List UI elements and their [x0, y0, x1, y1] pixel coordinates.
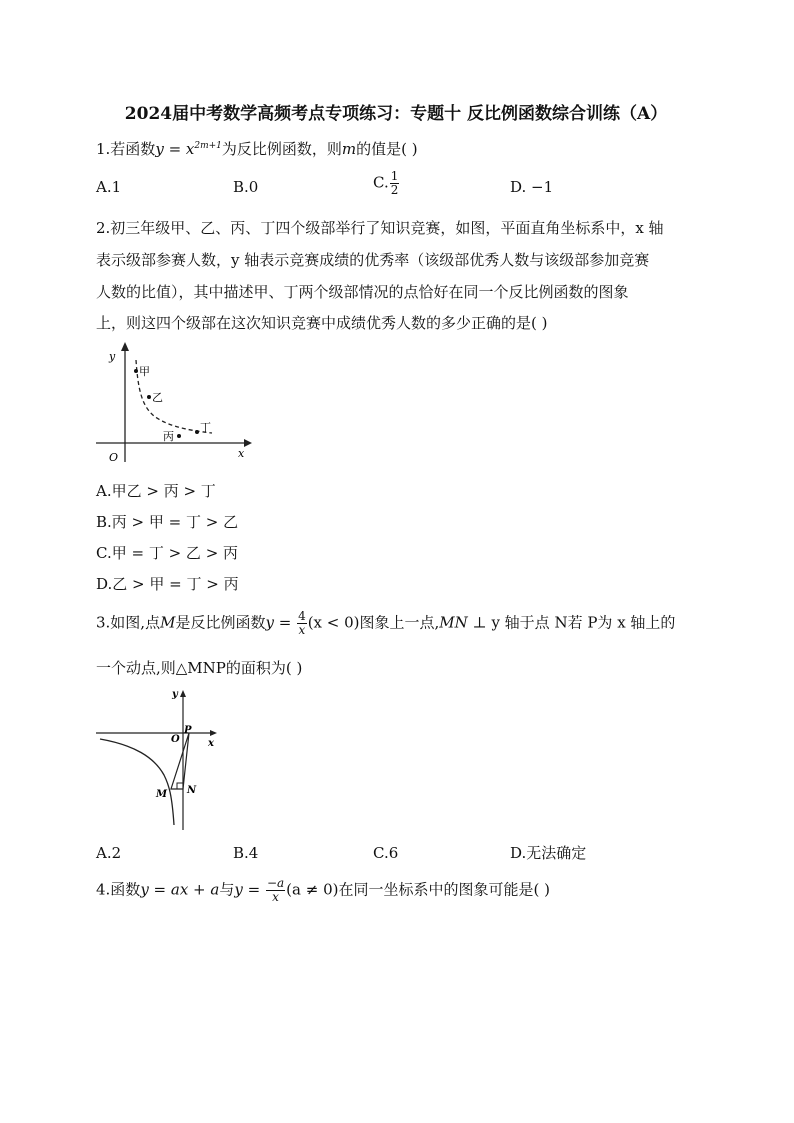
- q2-option-c[interactable]: C.甲 = 丁 > 乙 > 丙: [96, 544, 239, 562]
- q3-origin-label: O: [171, 734, 180, 745]
- q2-figure: [94, 340, 254, 468]
- q1-suffix: 为反比例函数，则: [221, 140, 342, 158]
- q3-option-a[interactable]: A.2: [96, 844, 122, 862]
- q2-x-arrow-icon: [244, 439, 252, 447]
- q4-condition: (a ≠ 0): [286, 880, 339, 899]
- q3-var-m: M: [160, 613, 176, 632]
- q3-option-b[interactable]: B.4: [233, 844, 259, 862]
- q2-point-jia: [134, 369, 138, 373]
- q3-var-y: y: [265, 613, 274, 632]
- q1-option-b[interactable]: B.0: [233, 178, 259, 196]
- q4-denominator: x: [272, 890, 279, 904]
- q3-text-c: 图象上一点,: [359, 613, 440, 632]
- q3-text-d: y 轴于点 N若 P为 x 轴上的: [491, 613, 676, 632]
- q3-option-d[interactable]: D.无法确定: [510, 844, 587, 862]
- q3-m-label: M: [156, 789, 168, 800]
- q2-option-d[interactable]: D.乙 > 甲 = 丁 > 丙: [96, 575, 239, 593]
- q4-numerator: −a: [266, 876, 285, 890]
- q3-n-label: N: [187, 785, 197, 796]
- q2-option-b[interactable]: B.丙 > 甲 = 丁 > 乙: [96, 513, 239, 531]
- q4-fraction: [266, 877, 285, 904]
- q4-suffix: 在同一坐标系中的图象可能是( ): [338, 880, 550, 899]
- q3-line-1: [96, 610, 675, 637]
- q1-eq: =: [163, 140, 186, 158]
- q3-text-a: 3.如图,点: [96, 613, 161, 632]
- q1-option-c-fraction: [390, 170, 400, 197]
- q3-text-b: 是反比例函数: [175, 613, 266, 632]
- question-1-stem: [96, 137, 418, 159]
- q2-line-4: 上，则这四个级部在这次知识竞赛中成绩优秀人数的多少正确的是( ): [96, 314, 548, 332]
- q1-exponent: 2m+1: [194, 141, 222, 151]
- q4-prefix: 4.函数: [96, 880, 141, 899]
- q1-var: m: [341, 140, 357, 158]
- q1-option-c[interactable]: [373, 170, 400, 197]
- q3-x-label: x: [208, 738, 214, 749]
- q2-label-yi: 乙: [152, 391, 163, 404]
- q1-c-denominator: 2: [390, 183, 399, 197]
- q1-option-d[interactable]: D. −1: [510, 178, 554, 196]
- q4-function-1: y = ax + a: [140, 880, 220, 899]
- q3-right-angle-mark: [177, 783, 183, 789]
- q4-stem: [96, 877, 550, 904]
- q3-figure: [94, 685, 224, 835]
- q3-numerator: 4: [298, 609, 306, 623]
- q3-line-2: 一个动点,则△MNP的面积为( ): [96, 659, 303, 677]
- document-title: 2024届中考数学高频考点专项练习：专题十 反比例函数综合训练（A）: [124, 104, 668, 124]
- q1-prefix: 1.若函数: [96, 140, 156, 158]
- q2-point-bing: [177, 434, 181, 438]
- q1-option-c-label: C.: [373, 173, 389, 192]
- q2-x-label: x: [238, 447, 245, 460]
- q2-origin-label: O: [109, 451, 119, 464]
- q3-y-arrow-icon: [180, 690, 186, 697]
- q2-line-3: 人数的比值），其中描述甲、丁两个级部情况的点恰好在同一个反比例函数的图象: [96, 283, 629, 301]
- q3-condition: (x < 0): [307, 613, 360, 632]
- q2-label-jia: 甲: [139, 365, 150, 378]
- q3-y-label: y: [172, 689, 178, 700]
- q2-point-yi: [147, 395, 151, 399]
- q3-denominator: x: [298, 623, 306, 637]
- q2-line-2: 表示级部参赛人数，y 轴表示竞赛成绩的优秀率（该级部优秀人数与该级部参加竞赛: [96, 251, 650, 269]
- q2-label-bing: 丙: [163, 430, 174, 443]
- q3-curve: [100, 739, 174, 825]
- q3-eq: =: [273, 613, 297, 632]
- q3-p-label: P: [184, 725, 192, 736]
- q1-c-numerator: 1: [390, 169, 399, 183]
- q1-x: x: [185, 140, 195, 158]
- q3-fraction: [297, 610, 307, 637]
- q2-y-arrow-icon: [121, 342, 129, 351]
- q3-var-mn: MN: [439, 613, 468, 632]
- q1-option-a[interactable]: A.1: [96, 178, 122, 196]
- q2-option-a[interactable]: A.甲乙 > 丙 > 丁: [96, 482, 216, 500]
- q2-label-ding: 丁: [200, 421, 211, 434]
- q4-mid: 与: [219, 880, 235, 899]
- q2-y-label: y: [109, 350, 116, 363]
- q1-y: y: [155, 140, 164, 158]
- q1-end: 的值是( ): [356, 140, 418, 158]
- q2-point-ding: [195, 430, 199, 434]
- q3-x-arrow-icon: [210, 730, 217, 736]
- q2-line-1: 2.初三年级甲、乙、丙、丁四个级部举行了知识竞赛，如图，平面直角坐标系中，x 轴: [96, 219, 664, 237]
- q3-perp: ⊥: [467, 613, 492, 632]
- q4-function-2-lhs: y =: [234, 880, 265, 899]
- q3-option-c[interactable]: C.6: [373, 844, 399, 862]
